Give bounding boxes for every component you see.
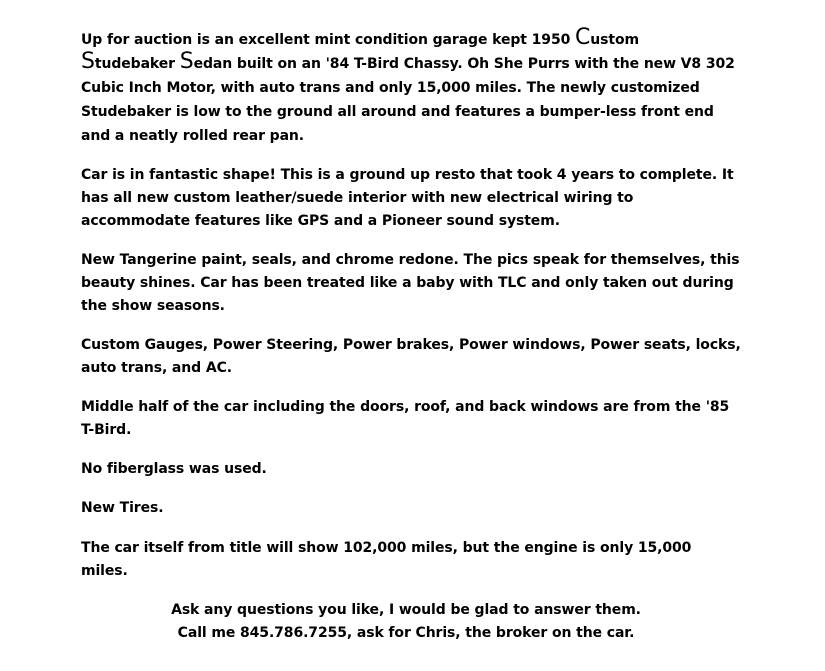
decorative-initial-c: C [575, 25, 591, 50]
questions-line: Ask any questions you like, I would be glad to answer them. [171, 602, 641, 618]
intro-text-4: edan built on an '84 T-Bird Chassy. Oh She Purrs with the new V8 302 Cubic Inch Motor, with auto trans and only 15,000 miles. The newly customized Studebaker is low to the ground all around and features a bumper-less front end and a neatly rolled rear pan. [81, 56, 735, 144]
intro-paragraph [81, 25, 741, 148]
intro-text-2: ustom [590, 32, 639, 48]
condition-paragraph: Car is in fantastic shape! This is a ground up resto that took 4 years to complete. It has all new custom leather/suede interior with new electrical wiring to accommodate features like GPS and a Pioneer sound system. [81, 167, 734, 229]
tires-paragraph: New Tires. [81, 500, 164, 516]
paint-paragraph: New Tangerine paint, seals, and chrome redone. The pics speak for themselves, this beauty shines. Car has been treated like a baby with TLC and only taken out during the show seasons. [81, 252, 740, 314]
listing-document [81, 25, 741, 645]
contact-block [81, 599, 731, 645]
intro-text-1: Up for auction is an excellent mint condition garage kept 1950 [81, 32, 575, 48]
phone-line: Call me 845.786.7255, ask for Chris, the broker on the car. [177, 625, 635, 641]
decorative-initial-s2: S [179, 49, 194, 74]
decorative-initial-s1: S [81, 49, 95, 74]
intro-text-3: tudebaker [94, 56, 180, 72]
mileage-paragraph: The car itself from title will show 102,000 miles, but the engine is only 15,000 miles. [81, 540, 692, 579]
fiberglass-paragraph: No fiberglass was used. [81, 461, 267, 477]
body-paragraph: Middle half of the car including the doors, roof, and back windows are from the '85 T-Bird. [81, 399, 730, 438]
features-paragraph: Custom Gauges, Power Steering, Power brakes, Power windows, Power seats, locks, auto trans, and AC. [81, 337, 741, 376]
